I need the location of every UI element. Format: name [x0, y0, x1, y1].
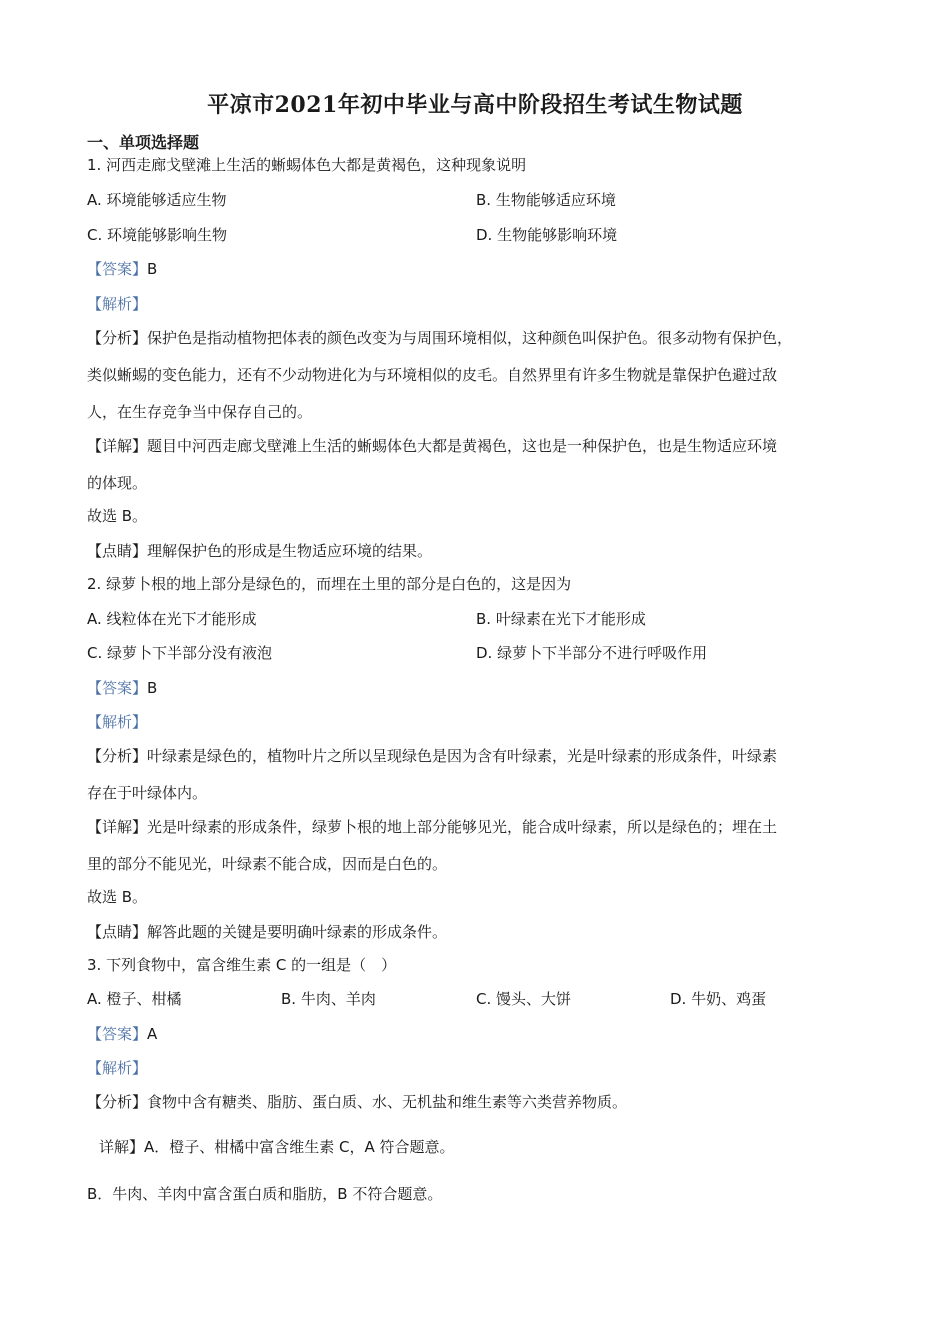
- q1-option-c: C. 环境能够影响生物: [87, 226, 228, 244]
- q2-fenxi-line-2: 存在于叶绿体内。: [87, 784, 208, 802]
- q1-fenxi-line-1: 【分析】保护色是指动植物把体表的颜色改变为与周围环境相似，这种颜色叫保护色。很多动物有保护色，: [87, 329, 793, 347]
- q3-option-a: A. 橙子、柑橘: [87, 990, 182, 1008]
- q2-option-a: A. 线粒体在光下才能形成: [87, 610, 257, 628]
- q1-analysis-tag: 【解析】: [87, 295, 148, 313]
- q1-fenxi-line-3: 人，在生存竞争当中保存自己的。: [87, 403, 313, 421]
- q2-xiangjie-line-2: 里的部分不能见光，叶绿素不能合成，因而是白色的。: [87, 855, 448, 873]
- q1-option-a: A. 环境能够适应生物: [87, 191, 227, 209]
- answer-value: B: [147, 679, 158, 697]
- answer-value: B: [147, 260, 158, 278]
- q1-answer: [87, 259, 157, 279]
- q3-option-b: B. 牛肉、羊肉: [281, 990, 376, 1008]
- q1-xiangjie-line-1: 【详解】题目中河西走廊戈壁滩上生活的蜥蜴体色大都是黄褐色，这也是一种保护色，也是生物适应环境: [87, 437, 778, 455]
- q1-option-b: B. 生物能够适应环境: [476, 191, 616, 209]
- q3-option-d: D. 牛奶、鸡蛋: [670, 990, 767, 1008]
- q1-xiangjie-line-2: 的体现。: [87, 474, 148, 492]
- q1-dianjing: 【点睛】理解保护色的形成是生物适应环境的结果。: [87, 542, 433, 560]
- page-title: 平凉市2021年初中毕业与高中阶段招生考试生物试题: [207, 92, 743, 118]
- q2-dianjing: 【点睛】解答此题的关键是要明确叶绿素的形成条件。: [87, 923, 448, 941]
- q3-answer: [87, 1024, 157, 1044]
- answer-tag: 【答案】: [87, 1025, 148, 1043]
- section-heading: 一、单项选择题: [87, 133, 200, 152]
- answer-tag: 【答案】: [87, 679, 148, 697]
- q2-analysis-tag: 【解析】: [87, 713, 148, 731]
- q3-stem: 3. 下列食物中，富含维生素 C 的一组是（ ）: [87, 956, 397, 974]
- q3-xiangjie-line-2: B．牛肉、羊肉中富含蛋白质和脂肪，B 不符合题意。: [87, 1185, 443, 1203]
- q2-option-c: C. 绿萝卜下半部分没有液泡: [87, 644, 273, 662]
- q2-fenxi-line-1: 【分析】叶绿素是绿色的，植物叶片之所以呈现绿色是因为含有叶绿素，光是叶绿素的形成条件，叶绿素: [87, 747, 778, 765]
- q3-analysis-tag: 【解析】: [87, 1059, 148, 1077]
- q2-option-b: B. 叶绿素在光下才能形成: [476, 610, 646, 628]
- q3-xiangjie-line-1: 详解】A．橙子、柑橘中富含维生素 C，A 符合题意。: [99, 1138, 455, 1156]
- q2-choice: 故选 B。: [87, 888, 148, 906]
- answer-tag: 【答案】: [87, 260, 148, 278]
- q1-option-d: D. 生物能够影响环境: [476, 226, 618, 244]
- q2-option-d: D. 绿萝卜下半部分不进行呼吸作用: [476, 644, 708, 662]
- q3-option-c: C. 馒头、大饼: [476, 990, 572, 1008]
- q2-answer: [87, 678, 157, 698]
- q1-fenxi-line-2: 类似蜥蜴的变色能力，还有不少动物进化为与环境相似的皮毛。自然界里有许多生物就是靠保护色避过敌: [87, 366, 778, 384]
- q1-choice: 故选 B。: [87, 507, 148, 525]
- q1-stem: 1. 河西走廊戈壁滩上生活的蜥蜴体色大都是黄褐色，这种现象说明: [87, 156, 527, 174]
- q2-stem: 2. 绿萝卜根的地上部分是绿色的，而埋在土里的部分是白色的，这是因为: [87, 575, 572, 593]
- q2-xiangjie-line-1: 【详解】光是叶绿素的形成条件，绿萝卜根的地上部分能够见光，能合成叶绿素，所以是绿色的；埋在土: [87, 818, 778, 836]
- answer-value: A: [147, 1025, 158, 1043]
- q3-fenxi-line-1: 【分析】食物中含有糖类、脂肪、蛋白质、水、无机盐和维生素等六类营养物质。: [87, 1093, 628, 1111]
